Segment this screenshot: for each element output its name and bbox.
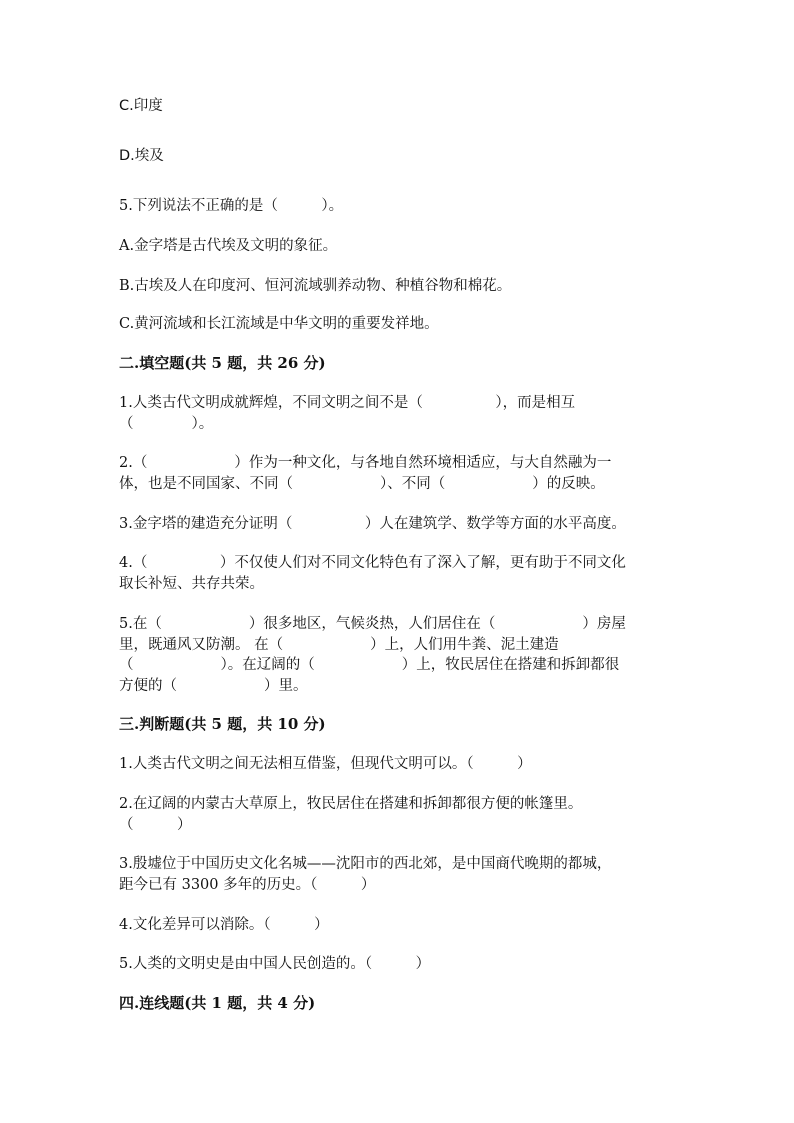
- fill-question-5-line-1: 5.在（ ）很多地区，气候炎热，人们居住在（ ）房屋: [119, 616, 626, 632]
- judge-question-2-line-2: （ ）: [119, 817, 192, 833]
- fill-question-2-line-1: 2.（ ）作为一种文化，与各地自然环境相适应，与大自然融为一: [119, 455, 612, 471]
- fill-question-1-line-2: （ ）。: [119, 416, 214, 432]
- fill-question-4-line-1: 4.（ ）不仅使人们对不同文化特色有了深入了解，更有助于不同文化: [119, 555, 626, 571]
- option-d-egypt: D.埃及: [119, 148, 164, 164]
- judge-question-5: 5.人类的文明史是由中国人民创造的。（ ）: [119, 956, 431, 972]
- fill-question-2-line-2: 体，也是不同国家、不同（ ）、不同（ ）的反映。: [119, 476, 605, 492]
- question-5-option-a: A.金字塔是古代埃及文明的象征。: [119, 238, 338, 254]
- fill-question-5-line-4: 方便的（ ）里。: [119, 678, 308, 694]
- fill-question-4-line-2: 取长补短、共存共荣。: [119, 576, 264, 592]
- judge-question-3-line-1: 3.殷墟位于中国历史文化名城——沈阳市的西北郊，是中国商代晚期的都城，: [119, 856, 612, 872]
- option-c-india: C.印度: [119, 98, 163, 114]
- fill-question-5-line-3: （ ）。在辽阔的（ ）上，牧民居住在搭建和拆卸都很: [119, 657, 620, 673]
- judge-question-1: 1.人类古代文明之间无法相互借鉴，但现代文明可以。（ ）: [119, 756, 532, 772]
- section-4-title: 四.连线题(共 1 题，共 4 分): [119, 994, 316, 1012]
- judge-question-4: 4.文化差异可以消除。（ ）: [119, 917, 329, 933]
- fill-question-3: 3.金字塔的建造充分证明（ ）人在建筑学、数学等方面的水平高度。: [119, 516, 626, 532]
- judge-question-2-line-1: 2.在辽阔的内蒙古大草原上，牧民居住在搭建和拆卸都很方便的帐篷里。: [119, 796, 583, 812]
- fill-question-1-line-1: 1.人类古代文明成就辉煌，不同文明之间不是（ ），而是相互: [119, 395, 576, 411]
- question-5-option-c: C.黄河流域和长江流域是中华文明的重要发祥地。: [119, 316, 439, 332]
- section-3-title: 三.判断题(共 5 题，共 10 分): [119, 715, 326, 733]
- question-5-stem: 5.下列说法不正确的是（ ）。: [119, 198, 344, 214]
- question-5-option-b: B.古埃及人在印度河、恒河流域驯养动物、种植谷物和棉花。: [119, 278, 512, 294]
- section-2-title: 二.填空题(共 5 题，共 26 分): [119, 354, 326, 372]
- fill-question-5-line-2: 里，既通风又防潮。 在（ ）上，人们用牛粪、泥土建造: [119, 637, 559, 653]
- judge-question-3-line-2: 距今已有 3300 多年的历史。（ ）: [119, 877, 376, 893]
